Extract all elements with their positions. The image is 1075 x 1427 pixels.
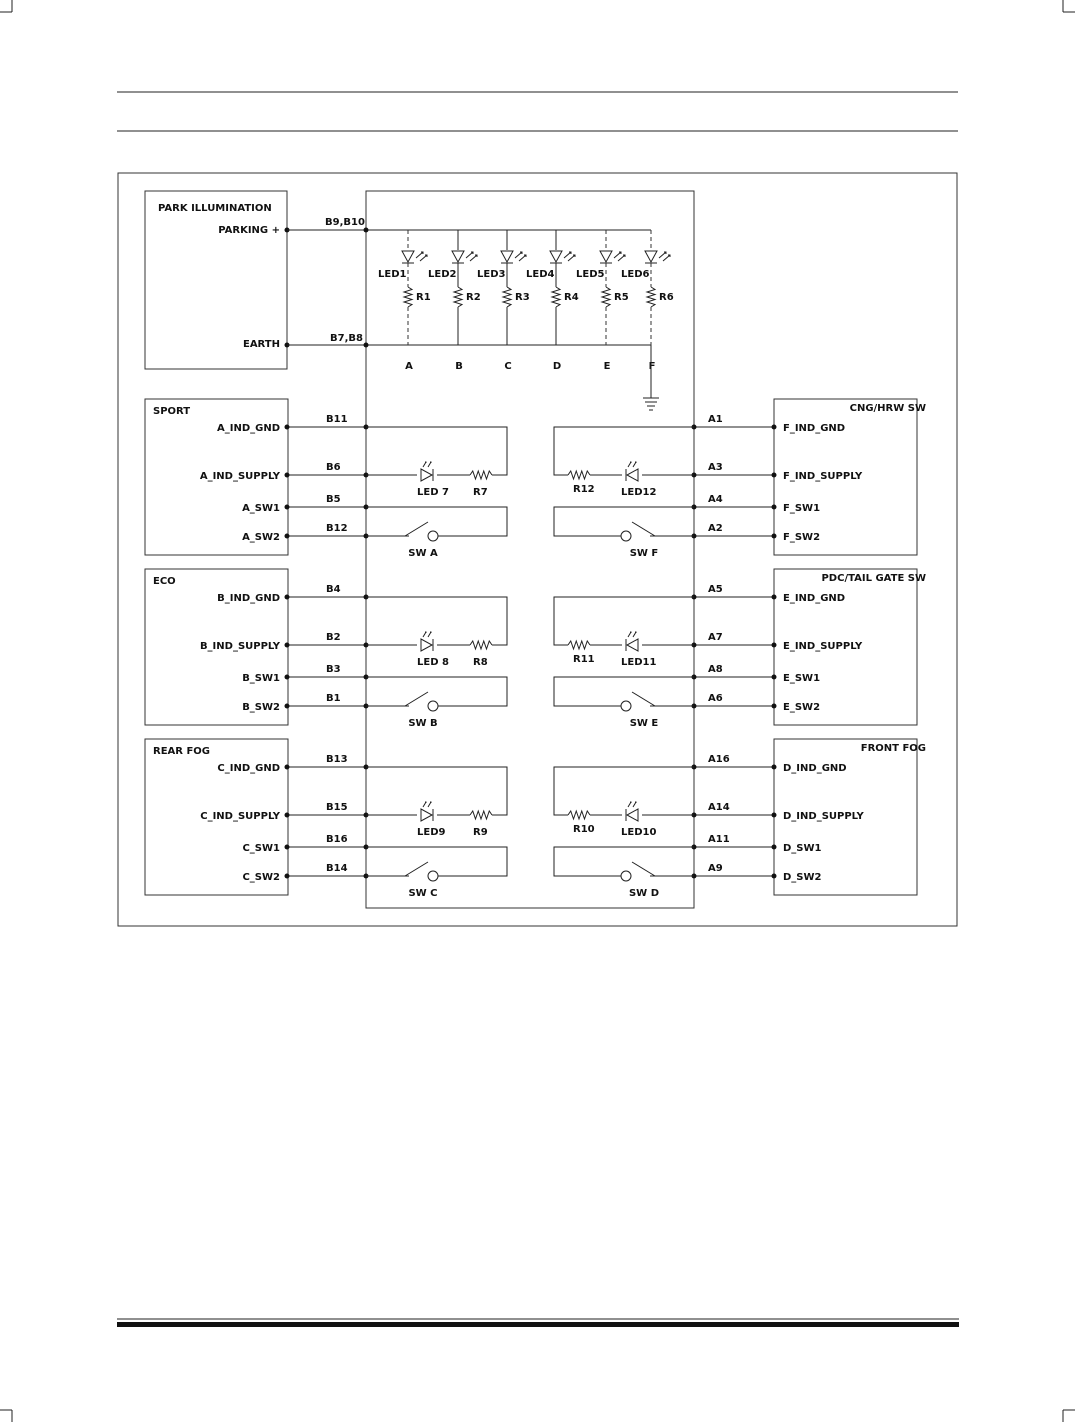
module-title: REAR FOG (153, 746, 210, 757)
left-module-1 (145, 399, 507, 559)
indicator-resistor-label: R7 (473, 487, 488, 498)
illumination-led-5 (576, 230, 629, 372)
connector-label: A2 (708, 523, 723, 534)
right-modules (554, 399, 926, 899)
connector-label: B13 (326, 754, 348, 765)
left-modules (145, 399, 507, 899)
module-title: ECO (153, 576, 176, 587)
pin-name: A_SW1 (242, 503, 280, 514)
indicator-led-label: LED 8 (417, 657, 449, 668)
illumination-channel-label: A (405, 361, 413, 372)
connector-label: B11 (326, 414, 348, 425)
parking-pin-label: PARKING + (218, 225, 280, 236)
module-title: CNG/HRW SW (849, 403, 926, 414)
connector-label: B15 (326, 802, 348, 813)
bus-top-connector: B9,B10 (325, 217, 365, 228)
illumination-channel-label: B (455, 361, 463, 372)
illumination-resistor-label: R3 (515, 292, 530, 303)
illumination-led-1 (378, 230, 431, 372)
pin-name: F_IND_SUPPLY (783, 471, 863, 482)
connector-label: A11 (708, 834, 730, 845)
pin-name: C_SW1 (242, 843, 280, 854)
indicator-resistor-label: R12 (573, 484, 595, 495)
illumination-led-label: LED2 (428, 269, 457, 280)
pin-name: A_IND_SUPPLY (199, 471, 280, 482)
connector-label: B16 (326, 834, 348, 845)
pin-name: C_IND_SUPPLY (200, 811, 280, 822)
indicator-led-label: LED10 (621, 827, 657, 838)
illumination-led-label: LED5 (576, 269, 605, 280)
connector-label: A6 (708, 693, 723, 704)
connector-label: B12 (326, 523, 348, 534)
ground-symbol (643, 345, 659, 410)
connector-label: A3 (708, 462, 723, 473)
pin-name: D_IND_SUPPLY (783, 811, 864, 822)
module-title: PDC/TAIL GATE SW (821, 573, 926, 584)
connector-label: B14 (326, 863, 348, 874)
pin-name: F_SW2 (783, 532, 821, 543)
switch-label: SW B (408, 718, 438, 729)
pin-name: D_IND_GND (783, 763, 847, 774)
connector-label: B3 (326, 664, 341, 675)
footer-rule-thick (117, 1322, 959, 1327)
pin-name: B_SW1 (242, 673, 280, 684)
switch-label: SW A (408, 548, 438, 559)
indicator-led-label: LED9 (417, 827, 446, 838)
indicator-led-label: LED11 (621, 657, 657, 668)
illumination-led-6 (621, 230, 674, 372)
illumination-channel-label: F (648, 361, 656, 372)
illumination-channel-label: C (504, 361, 512, 372)
module-title: FRONT FOG (860, 743, 926, 754)
illumination-leds (378, 230, 674, 372)
right-module-2 (554, 569, 926, 729)
pin-name: E_IND_GND (783, 593, 846, 604)
connector-label: A1 (708, 414, 723, 425)
connector-label: B5 (326, 494, 341, 505)
connector-label: A4 (708, 494, 723, 505)
switch-label: SW F (629, 548, 659, 559)
connector-label: B1 (326, 693, 341, 704)
illumination-resistor-label: R4 (564, 292, 579, 303)
illumination-led-2 (428, 230, 481, 372)
park-illumination-title: PARK ILLUMINATION (158, 203, 272, 214)
pin-name: B_SW2 (242, 702, 280, 713)
pin-name: F_IND_GND (783, 423, 846, 434)
indicator-led-label: LED12 (621, 487, 657, 498)
pin-name: E_SW1 (783, 673, 821, 684)
indicator-resistor-label: R9 (473, 827, 488, 838)
pin-name: C_SW2 (242, 872, 280, 883)
connector-label: A5 (708, 584, 723, 595)
illumination-led-4 (526, 230, 579, 372)
bus-bottom-connector: B7,B8 (330, 333, 363, 344)
illumination-channel-label: D (552, 361, 562, 372)
connector-label: A7 (708, 632, 723, 643)
switch-label: SW D (628, 888, 660, 899)
connector-label: B6 (326, 462, 341, 473)
illumination-led-label: LED6 (621, 269, 650, 280)
illumination-resistor-label: R1 (416, 292, 431, 303)
pin-name: E_SW2 (783, 702, 821, 713)
pin-name: D_SW1 (783, 843, 822, 854)
indicator-led-label: LED 7 (417, 487, 449, 498)
illumination-resistor-label: R2 (466, 292, 481, 303)
module-title: SPORT (153, 406, 191, 417)
illumination-led-3 (477, 230, 530, 372)
right-module-3 (554, 739, 926, 899)
connector-label: A16 (708, 754, 730, 765)
left-module-3 (145, 739, 507, 899)
indicator-resistor-label: R11 (573, 654, 595, 665)
indicator-resistor-label: R10 (573, 824, 595, 835)
pin-name: B_IND_SUPPLY (199, 641, 280, 652)
illumination-bus (287, 217, 651, 348)
switch-label: SW E (629, 718, 659, 729)
switch-label: SW C (408, 888, 438, 899)
pin-name: C_IND_GND (217, 763, 280, 774)
connector-label: A14 (708, 802, 730, 813)
illumination-led-label: LED4 (526, 269, 555, 280)
illumination-led-label: LED1 (378, 269, 407, 280)
illumination-led-label: LED3 (477, 269, 506, 280)
pin-name: D_SW2 (783, 872, 822, 883)
park-illumination-module (145, 191, 290, 369)
connector-label: A8 (708, 664, 723, 675)
pin-name: A_SW2 (242, 532, 280, 543)
connector-label: A9 (708, 863, 723, 874)
illumination-resistor-label: R5 (614, 292, 629, 303)
connector-label: B4 (326, 584, 341, 595)
pin-name: A_IND_GND (216, 423, 280, 434)
illumination-resistor-label: R6 (659, 292, 674, 303)
connector-label: B2 (326, 632, 341, 643)
earth-pin-label: EARTH (242, 339, 280, 350)
pin-name: E_IND_SUPPLY (783, 641, 863, 652)
pin-name: B_IND_GND (217, 593, 280, 604)
right-module-1 (554, 399, 926, 559)
pin-name: F_SW1 (783, 503, 821, 514)
illumination-channel-label: E (603, 361, 611, 372)
indicator-resistor-label: R8 (473, 657, 488, 668)
left-module-2 (145, 569, 507, 729)
